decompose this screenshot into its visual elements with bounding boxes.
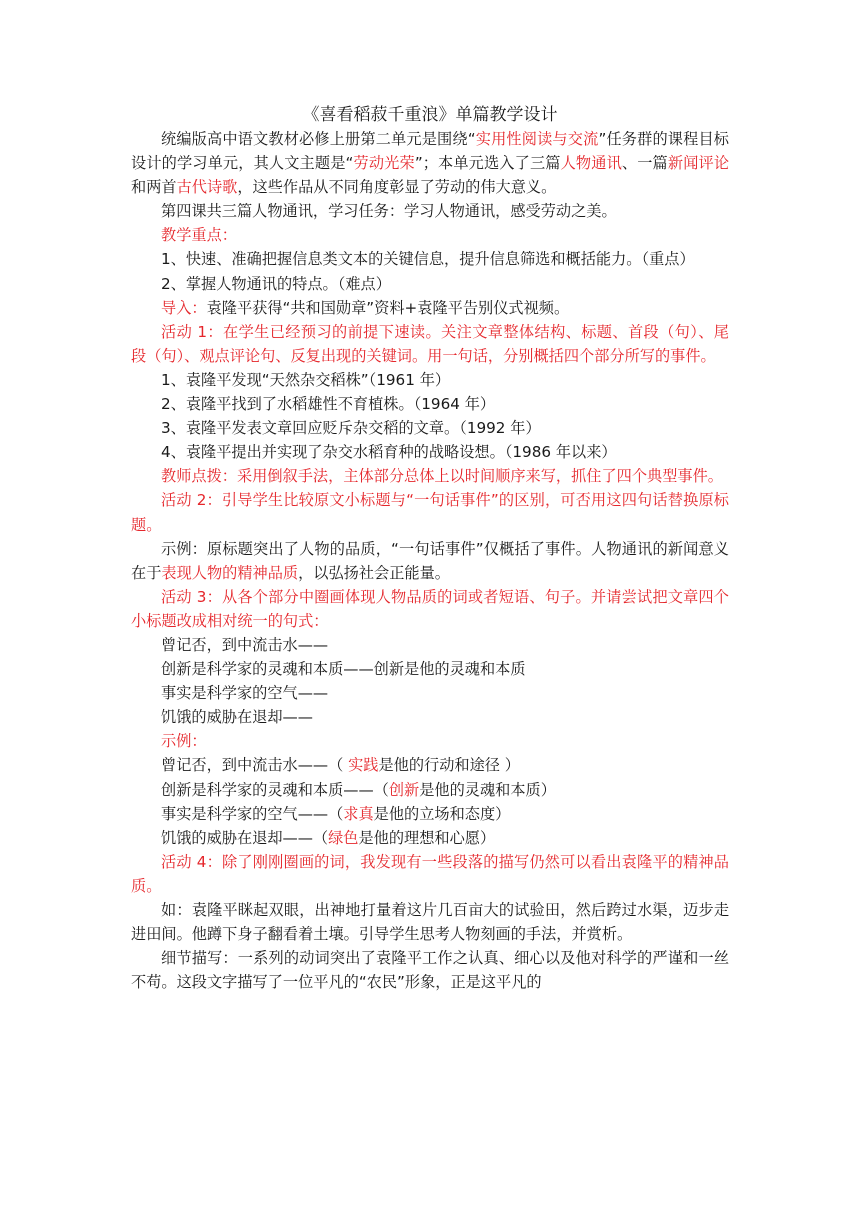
- intro-highlight-1: 实用性阅读与交流: [475, 130, 599, 148]
- answer-2-post: 是他的灵魂和本质）: [419, 780, 556, 799]
- example-1-text-1: 示例：原标题突出了人物的品质，“一句话事件”仅概括了事件。人物通讯的新闻意义在于: [131, 539, 729, 582]
- example-1-text-2: ，以弘扬社会正能量。: [298, 563, 450, 582]
- intro-text-2: ”任务群的课程目标设计的学习单元，其人文主题是“: [131, 130, 729, 173]
- focus-label: 教学重点：: [161, 226, 237, 245]
- answer-1-post: 是他的行动和途径 ）: [378, 756, 520, 775]
- event-item-3: 3、袁隆平发表文章回应贬斥杂交稻的文章。（1992 年）: [161, 419, 541, 438]
- activity-2: 活动 2：引导学生比较原文小标题与“一句话事件”的区别，可否用这四句话替换原标题。: [131, 491, 729, 534]
- lesson4-paragraph: 第四课共三篇人物通讯，学习任务：学习人物通讯，感受劳动之美。: [161, 202, 617, 221]
- activity-3: 活动 3：从各个部分中圈画体现人物品质的词或者短语、句子。并请尝试把文章四个小标题改成相对统一的句式：: [131, 587, 729, 630]
- event-item-4: 4、袁隆平提出并实现了杂交水稻育种的战略设想。（1986 年以来）: [161, 443, 617, 462]
- lead-text: 袁隆平获得“共和国勋章”资料+袁隆平告别仪式视频。: [206, 298, 570, 317]
- detail-paragraph: 细节描写：一系列的动词突出了袁隆平工作之认真、细心以及他对科学的严谨和一丝不苟。这段文字描写了一位平凡的“农民”形象，正是这平凡的: [131, 949, 729, 992]
- subtitle-item-2: 创新是科学家的灵魂和本质——创新是他的灵魂和本质: [161, 660, 526, 679]
- document-title: 《喜看稻菽千重浪》单篇教学设计: [302, 105, 558, 125]
- focus-item-1: 1、快速、准确把握信息类文本的关键信息，提升信息筛选和概括能力。（重点）: [161, 250, 695, 269]
- event-item-1: 1、袁隆平发现“天然杂交稻株”（1961 年）: [161, 370, 451, 389]
- answer-4-pre: 饥饿的威胁在退却——（: [161, 828, 329, 847]
- answer-item-1: [131, 753, 729, 777]
- intro-paragraph: [131, 127, 729, 199]
- teacher-tip: 教师点拨：采用倒叙手法，主体部分总体上以时间顺序来写，抓住了四个典型事件。: [161, 467, 723, 486]
- lead-label: 导入：: [161, 298, 207, 317]
- intro-highlight-3: 人物通讯: [560, 154, 622, 173]
- document-page: [131, 103, 729, 994]
- subtitle-item-1: 曾记否，到中流击水——: [161, 635, 329, 654]
- subtitle-item-4: 饥饿的威胁在退却——: [161, 708, 313, 727]
- answer-3-post: 是他的立场和态度）: [373, 804, 511, 823]
- answer-4-keyword: 绿色: [328, 828, 359, 847]
- intro-text-1: 统编版高中语文教材必修上册第二单元是围绕“: [161, 130, 476, 148]
- example-1-paragraph: [131, 537, 729, 585]
- answer-2-pre: 创新是科学家的灵魂和本质——（: [161, 780, 389, 799]
- lead-paragraph: [131, 296, 729, 320]
- answer-item-2: [131, 778, 729, 802]
- example-label: 示例：: [161, 732, 207, 751]
- answer-3-keyword: 求真: [343, 804, 374, 823]
- activity-1: 活动 1：在学生已经预习的前提下速读。关注文章整体结构、标题、首段（句）、尾段（句）、观点评论句、反复出现的关键词。用一句话，分别概括四个部分所写的事件。: [131, 322, 729, 365]
- intro-text-5: 和两首: [131, 178, 177, 197]
- answer-3-pre: 事实是科学家的空气——（: [161, 804, 344, 823]
- intro-highlight-5: 古代诗歌: [176, 178, 238, 197]
- intro-text-6: ，这些作品从不同角度彰显了劳动的伟大意义。: [237, 178, 557, 197]
- intro-text-4: 、一篇: [621, 154, 668, 173]
- answer-item-4: [131, 826, 729, 850]
- answer-1-keyword: 实践: [348, 756, 379, 775]
- activity-4: 活动 4：除了刚刚圈画的词，我发现有一些段落的描写仍然可以看出袁隆平的精神品质。: [131, 852, 729, 895]
- answer-4-post: 是他的理想和心愿）: [358, 828, 496, 847]
- answer-2-keyword: 创新: [388, 780, 420, 799]
- subtitle-item-3: 事实是科学家的空气——: [161, 684, 329, 703]
- intro-highlight-2: 劳动光荣: [353, 154, 415, 173]
- intro-text-3: ”；本单元选入了三篇: [414, 154, 561, 173]
- answer-1-pre: 曾记否，到中流击水——（: [161, 756, 349, 775]
- event-item-2: 2、袁隆平找到了水稻雄性不育植株。（1964 年）: [161, 395, 496, 414]
- example-2-paragraph: 如：袁隆平眯起双眼，出神地打量着这片几百亩大的试验田，然后跨过水渠，迈步走进田间。他蹲下身子翻看着土壤。引导学生思考人物刻画的手法，并赏析。: [131, 901, 729, 944]
- answer-item-3: [131, 802, 729, 826]
- focus-item-2: 2、掌握人物通讯的特点。（难点）: [161, 274, 391, 293]
- example-1-highlight: 表现人物的精神品质: [161, 563, 299, 582]
- intro-highlight-4: 新闻评论: [667, 154, 730, 173]
